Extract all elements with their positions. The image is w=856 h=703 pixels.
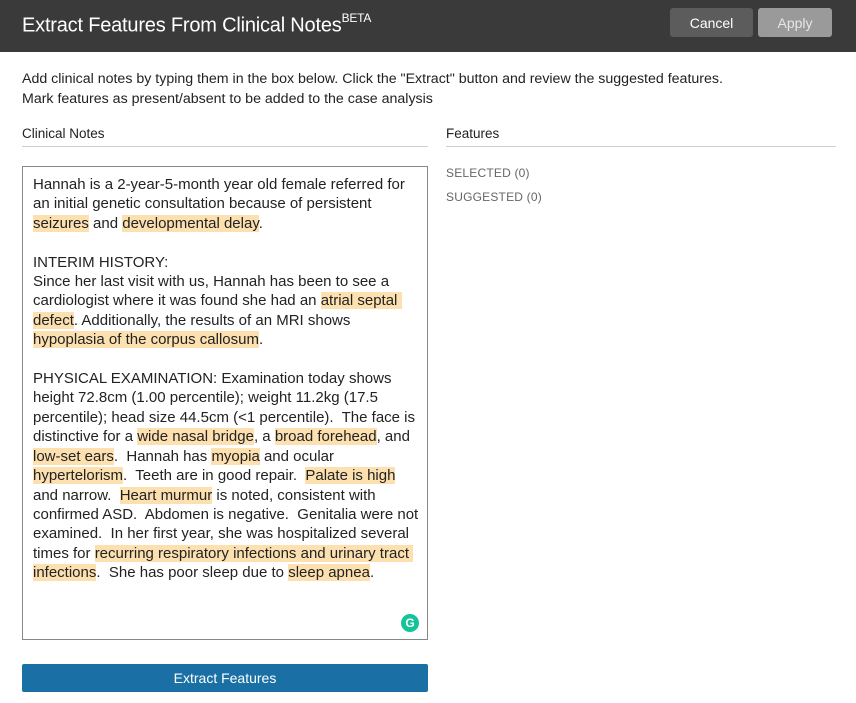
extract-features-button[interactable]: Extract Features xyxy=(22,664,428,692)
note-text-segment: . Teeth are in good repair. xyxy=(123,467,306,485)
cancel-button[interactable]: Cancel xyxy=(670,8,753,37)
highlighted-term[interactable]: hypertelorism xyxy=(33,467,124,485)
note-text-segment: . She has poor sleep due to xyxy=(96,564,289,582)
selected-features-toggle[interactable]: SELECTED (0) xyxy=(446,166,530,180)
note-text-segment: , a xyxy=(253,428,275,446)
highlighted-term[interactable]: sleep apnea xyxy=(288,564,370,582)
note-text-segment: and ocular xyxy=(259,447,339,465)
note-text-segment: and xyxy=(88,214,123,232)
instructions xyxy=(22,69,832,109)
highlighted-term[interactable]: developmental delay xyxy=(122,214,259,232)
highlighted-term[interactable]: Palate is high xyxy=(305,467,396,485)
suggested-features-toggle[interactable]: SUGGESTED (0) xyxy=(446,190,542,204)
note-text-segment: . Additionally, the results of an MRI shows xyxy=(73,311,355,329)
highlighted-term[interactable]: atrial septal defect xyxy=(33,292,402,329)
highlighted-term[interactable]: low-set ears xyxy=(33,447,114,465)
note-text-segment: . xyxy=(369,564,375,582)
highlighted-term[interactable]: seizures xyxy=(33,214,89,232)
apply-button[interactable]: Apply xyxy=(758,8,832,37)
features-heading: Features xyxy=(446,126,836,147)
highlighted-term[interactable]: wide nasal bridge xyxy=(137,428,254,446)
note-text-segment: , and xyxy=(376,428,415,446)
highlighted-term[interactable]: recurring respiratory infections and urinary tract infections xyxy=(33,544,414,582)
beta-badge: BETA xyxy=(341,11,372,25)
note-text-segment: . Hannah has xyxy=(113,447,212,465)
note-text-segment: Hannah is a 2-year-5-month year old female referred for an initial genetic consultation because of persistent xyxy=(33,176,410,213)
instructions-line-1: Add clinical notes by typing them in the box below. Click the "Extract" button and review the suggested features. xyxy=(22,71,723,87)
note-text-segment: . INTERIM HISTORY: Since her last visit with us, Hannah has been to see a cardiologist where it was found she had an xyxy=(33,214,390,310)
grammarly-icon[interactable]: G xyxy=(401,614,419,632)
note-text-segment: and narrow. xyxy=(33,467,400,504)
clinical-notes-heading: Clinical Notes xyxy=(22,126,428,147)
highlighted-term[interactable]: hypoplasia of the corpus callosum xyxy=(33,331,259,349)
highlighted-term[interactable]: Heart murmur xyxy=(119,486,213,504)
highlighted-term[interactable]: myopia xyxy=(211,447,260,465)
instructions-line-2: Mark features as present/absent to be added to the case analysis xyxy=(22,91,433,107)
features-list xyxy=(446,166,542,214)
note-text-segment: is noted, consistent with confirmed ASD. Abdomen is negative. Genitalia were not examined. In her first year, she was hospitalized several times for xyxy=(33,486,423,562)
dialog-header xyxy=(0,0,856,52)
highlighted-term[interactable]: broad forehead xyxy=(274,428,377,446)
note-text-segment: . PHYSICAL EXAMINATION: Examination today shows height 72.8cm (1.00 percentile); weight 11.2kg (17.5 percentile); head size 44.5cm (<1 percentile). The face is distinctive for a xyxy=(33,331,416,446)
clinical-notes-textarea[interactable] xyxy=(22,166,428,640)
dialog-title-text: Extract Features From Clinical Notes xyxy=(22,14,342,37)
clinical-notes-content[interactable] xyxy=(33,175,421,583)
dialog-title xyxy=(22,13,371,38)
